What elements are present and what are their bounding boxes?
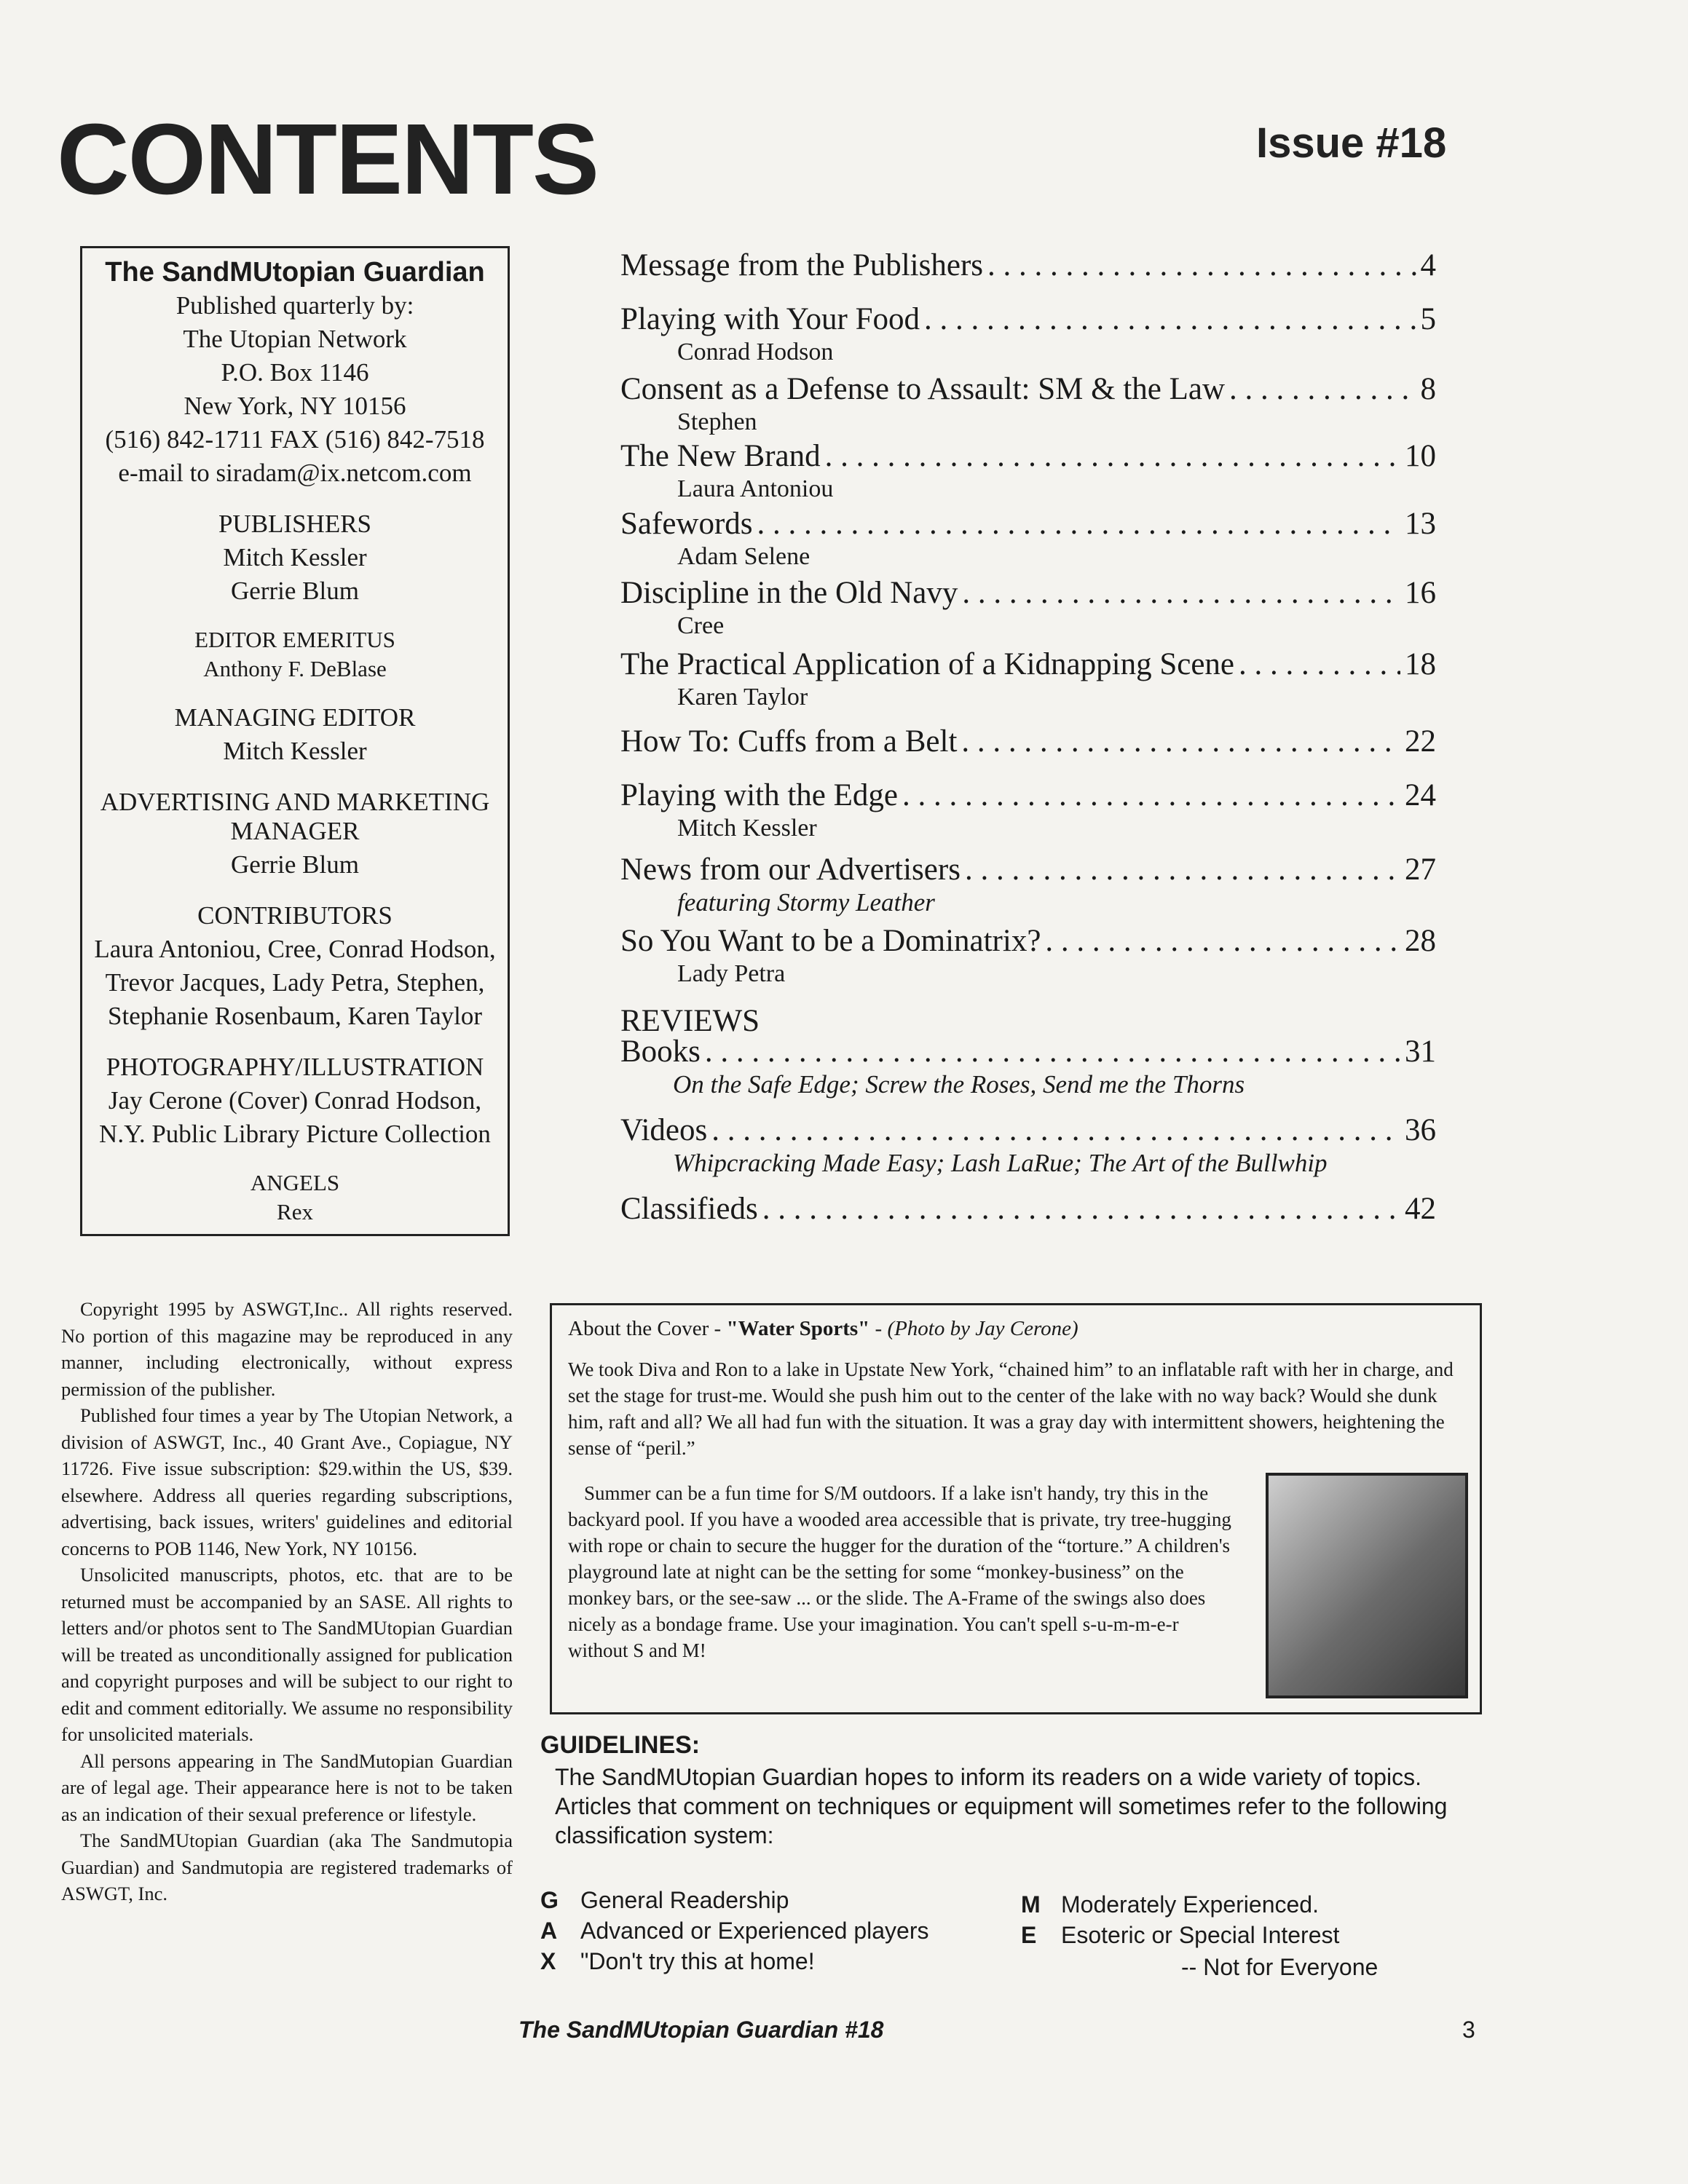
classification-label: "Don't try this at home! <box>580 1948 815 1974</box>
toc-page: 24 <box>1405 778 1436 812</box>
advertising-name: Gerrie Blum <box>231 850 359 879</box>
about-cover-title: "Water Sports" <box>726 1317 870 1340</box>
toc-title: The New Brand <box>620 439 821 473</box>
toc-subtitle: featuring Stormy Leather <box>677 888 935 917</box>
classification-item <box>1021 1922 1339 1949</box>
advertising-heading-2: MANAGER <box>230 817 360 845</box>
toc-entry[interactable] <box>620 371 1436 437</box>
classification-label: General Readership <box>580 1887 789 1913</box>
contents-title: CONTENTS <box>57 103 598 215</box>
toc-title: So You Want to be a Dominatrix? <box>620 924 1041 958</box>
photography-heading: PHOTOGRAPHY/ILLUSTRATION <box>106 1053 484 1081</box>
classification-label: Moderately Experienced. <box>1061 1891 1319 1918</box>
masthead-phone: (516) 842-1711 FAX (516) 842-7518 <box>105 425 485 454</box>
toc-author: Lady Petra <box>677 960 786 987</box>
toc-author: Karen Taylor <box>677 684 808 711</box>
toc-title: How To: Cuffs from a Belt <box>620 724 958 759</box>
toc-entry[interactable] <box>620 301 1436 367</box>
copyright-paragraph: Copyright 1995 by ASWGT,Inc.. All rights reserved. No portion of this magazine may be reproduced in any manner, including electronically, without express permission of the publisher. <box>61 1298 513 1400</box>
photography-line: N.Y. Public Library Picture Collection <box>99 1120 491 1148</box>
page-number: 3 <box>1462 2017 1475 2043</box>
toc-author: Mitch Kessler <box>677 815 817 842</box>
toc-page: 4 <box>1420 248 1436 282</box>
toc-entry[interactable] <box>620 575 1436 641</box>
toc-title: Safewords <box>620 507 753 541</box>
contributors-line: Stephanie Rosenbaum, Karen Taylor <box>108 1002 482 1030</box>
masthead-city: New York, NY 10156 <box>184 392 406 420</box>
masthead-published-by: Published quarterly by: <box>175 291 414 320</box>
classification-code: E <box>1021 1922 1037 1948</box>
guidelines-heading: GUIDELINES: <box>540 1731 701 1759</box>
toc-title: Books <box>620 1034 701 1069</box>
angels-heading: ANGELS <box>250 1170 340 1195</box>
toc-title: Discipline in the Old Navy <box>620 576 958 610</box>
toc-title: The Practical Application of a Kidnapping Scene <box>620 647 1235 681</box>
toc-entry[interactable] <box>620 724 1436 760</box>
toc-page: 42 <box>1405 1192 1436 1226</box>
copyright-paragraph: All persons appearing in The SandMutopian Guardian are of legal age. Their appearance here is not to be taken as an indication of their sexual preference or lifestyle. <box>61 1749 513 1825</box>
angels-name: Rex <box>277 1199 313 1224</box>
classification-code: X <box>540 1948 556 1974</box>
guidelines-block <box>540 1731 1487 1850</box>
copyright-block <box>61 1296 513 1907</box>
publisher-name: Gerrie Blum <box>231 577 359 605</box>
about-cover-box <box>550 1303 1482 1714</box>
issue-number: Issue #18 <box>1256 119 1447 167</box>
toc-author: Adam Selene <box>677 543 811 570</box>
about-cover-prefix: About the Cover - <box>568 1317 727 1340</box>
classification-item <box>540 1887 789 1914</box>
toc-page: 8 <box>1420 372 1436 406</box>
toc-page: 18 <box>1405 647 1436 681</box>
masthead-name: The SandMUtopian Guardian <box>105 257 485 288</box>
toc-entry[interactable] <box>620 778 1436 843</box>
classification-code: G <box>540 1887 559 1913</box>
toc-page: 27 <box>1405 852 1436 887</box>
classification-label: Advanced or Experienced players <box>580 1918 929 1944</box>
classification-item <box>1021 1891 1319 1918</box>
toc-title: Playing with Your Food <box>620 302 920 336</box>
toc-title: Consent as a Defense to Assault: SM & the Law <box>620 372 1226 406</box>
toc-page: 28 <box>1405 924 1436 958</box>
emeritus-name: Anthony F. DeBlase <box>203 656 387 681</box>
toc-page: 16 <box>1405 576 1436 610</box>
toc-entry[interactable] <box>620 646 1436 712</box>
toc-author: Stephen <box>677 408 757 435</box>
masthead-email: e-mail to siradam@ix.netcom.com <box>118 459 472 487</box>
advertising-heading: ADVERTISING AND MARKETING <box>100 788 490 816</box>
toc-author: Conrad Hodson <box>677 339 834 365</box>
toc-entry[interactable] <box>620 438 1436 504</box>
classification-note: -- Not for Everyone <box>1181 1954 1379 1980</box>
copyright-paragraph: The SandMUtopian Guardian (aka The Sandmutopia Guardian) and Sandmutopia are registered trademarks of ASWGT, Inc. <box>61 1829 513 1904</box>
masthead-org: The Utopian Network <box>183 325 407 353</box>
cover-paragraph: We took Diva and Ron to a lake in Upstate New York, “chained him” to an inflatable raft with her in charge, and set the stage for trust-me. Would she push him out to the center of the lake with no way back? Would she dunk him, raft and all? We all had fun with the situation. It was a gray day with intermittent showers, heightening the sense of “peril.” <box>568 1358 1454 1459</box>
publishers-heading: PUBLISHERS <box>218 510 372 538</box>
toc-page: 31 <box>1405 1034 1436 1069</box>
toc-entry[interactable] <box>620 1191 1436 1227</box>
managing-name: Mitch Kessler <box>223 737 367 765</box>
toc-entry[interactable] <box>620 923 1436 989</box>
copyright-paragraph: Published four times a year by The Utopian Network, a division of ASWGT, Inc., 40 Grant Ave., Copiague, NY 11726. Five issue subscription: $29.within the US, $39. elsewhere. Address all queries regarding subscriptions, advertising, back issues, writers' guidelines and editorial concerns to POB 1146, New York, NY 10156. <box>61 1404 513 1559</box>
toc-entry[interactable] <box>620 1112 1436 1178</box>
toc-entry[interactable] <box>620 852 1436 917</box>
cover-photo <box>1266 1473 1468 1698</box>
toc-title: Videos <box>620 1113 708 1147</box>
classification-code: A <box>540 1918 558 1944</box>
toc-entry[interactable] <box>620 248 1436 284</box>
toc-author: Laura Antoniou <box>677 475 834 502</box>
toc-page: 13 <box>1405 507 1436 541</box>
toc-page: 10 <box>1405 439 1436 473</box>
footer-title: The SandMUtopian Guardian #18 <box>518 2017 884 2043</box>
classification-code: M <box>1021 1891 1041 1918</box>
toc-title: Classifieds <box>620 1192 758 1226</box>
contributors-heading: CONTRIBUTORS <box>197 901 393 930</box>
toc-title: Playing with the Edge <box>620 778 898 812</box>
publisher-name: Mitch Kessler <box>223 543 367 571</box>
emeritus-heading: EDITOR EMERITUS <box>194 627 395 652</box>
guidelines-text: The SandMUtopian Guardian hopes to inform its readers on a wide variety of topics. Articles that comment on techniques or equipment will sometimes refer to the following classification system: <box>555 1764 1448 1848</box>
classification-item <box>540 1918 929 1944</box>
about-cover-heading <box>568 1315 1464 1342</box>
managing-heading: MANAGING EDITOR <box>174 703 416 732</box>
reviews-heading-text: REVIEWS <box>620 1004 760 1038</box>
toc-title: Message from the Publishers <box>620 248 984 282</box>
toc-title: News from our Advertisers <box>620 852 961 887</box>
toc-subtitle: Whipcracking Made Easy; Lash LaRue; The Art of the Bullwhip <box>673 1149 1328 1177</box>
copyright-paragraph: Unsolicited manuscripts, photos, etc. that are to be returned must be accompanied by an SASE. All rights to letters and/or photos sent to The SandMUtopian Guardian will be treated as unconditionally assigned for publication and copyright purposes and will be subject to our right to edit and comment editorially. We assume no responsibility for unsolicited materials. <box>61 1564 513 1745</box>
photography-line: Jay Cerone (Cover) Conrad Hodson, <box>108 1086 482 1115</box>
toc-entry[interactable] <box>620 506 1436 571</box>
classification-item <box>540 1948 815 1975</box>
toc-author: Cree <box>677 612 725 639</box>
cover-paragraph: Summer can be a fun time for S/M outdoors. If a lake isn't handy, try this in the backyard pool. If you have a wooded area accessible that is private, try tree-hugging with rope or chain to secure the hugger for the duration of the “torture.” A children's playground late at night can be the setting for some “monkey-business” on the monkey bars, or the see-saw ... or the slide. The A-Frame of the swings also does nicely as a bondage frame. Use your imagination. You can't spell s-u-m-m-e-r without S and M! <box>568 1482 1231 1661</box>
contributors-line: Trevor Jacques, Lady Petra, Stephen, <box>105 968 485 997</box>
contributors-line: Laura Antoniou, Cree, Conrad Hodson, <box>94 935 496 963</box>
toc-page: 5 <box>1420 302 1436 336</box>
toc-entry[interactable] <box>620 1034 1436 1099</box>
classification-label: Esoteric or Special Interest <box>1061 1922 1340 1948</box>
masthead-po: P.O. Box 1146 <box>221 358 369 387</box>
about-cover-credit: - (Photo by Jay Cerone) <box>869 1317 1078 1340</box>
toc-subtitle: On the Safe Edge; Screw the Roses, Send me the Thorns <box>673 1070 1245 1099</box>
masthead-box <box>80 246 510 1236</box>
toc-page: 36 <box>1405 1113 1436 1147</box>
toc-page: 22 <box>1405 724 1436 759</box>
